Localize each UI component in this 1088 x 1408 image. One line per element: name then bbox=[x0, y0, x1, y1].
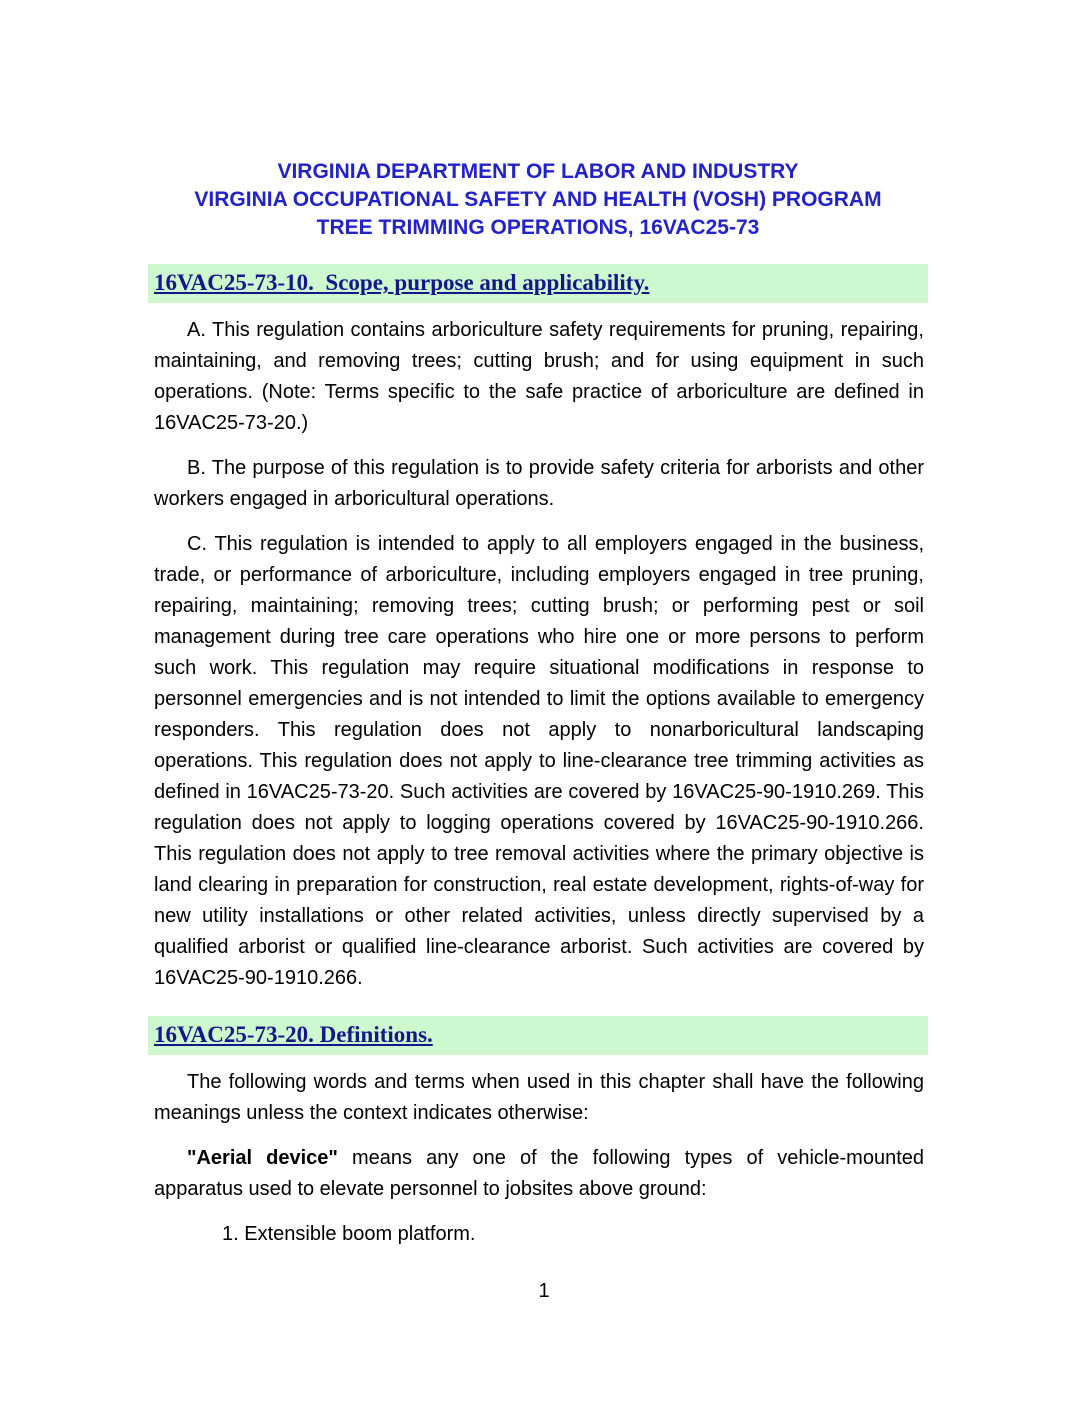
title-line-program: VIRGINIA OCCUPATIONAL SAFETY AND HEALTH (VOSH) PROGRAM bbox=[194, 188, 882, 211]
definitions-intro: The following words and terms when used in this chapter shall have the following meanings unless the context indicates otherwise: bbox=[154, 1071, 924, 1124]
section-heading-definitions-text: 16VAC25-73-20. Definitions. bbox=[154, 1022, 433, 1047]
definition-term: "Aerial device" bbox=[187, 1147, 338, 1169]
section-heading-definitions bbox=[148, 1016, 928, 1055]
page-number: 1 bbox=[538, 1280, 550, 1302]
document-title-block bbox=[148, 158, 928, 242]
definition-aerial-device bbox=[148, 1143, 928, 1205]
section-heading-scope-text: 16VAC25-73-10. Scope, purpose and applicability. bbox=[154, 270, 650, 295]
title-line-regulation: TREE TRIMMING OPERATIONS, 16VAC25-73 bbox=[316, 216, 760, 239]
document-content bbox=[148, 158, 928, 1250]
paragraph-scope-c: C. This regulation is intended to apply to all employers engaged in the business, trade, or performance of arboriculture, including employers engaged in tree pruning, repairing, maintaining; removing trees; cutting brush; or performing pest or soil management during tree care operations who hire one or more persons to perform such work. This regulation may require situational modifications in response to personnel emergencies and is not intended to limit the options available to emergency responders. This regulation does not apply to nonarboricultural landscaping operations. This regulation does not apply to line-clearance tree trimming activities as defined in 16VAC25-73-20. Such activities are covered by 16VAC25-90-1910.269. This regulation does not apply to logging operations covered by 16VAC25-90-1910.266. This regulation does not apply to tree removal activities where the primary objective is land clearing in preparation for construction, real estate development, rights-of-way for new utility installations or other related activities, unless directly supervised by a qualified arborist or qualified line-clearance arborist. Such activities are covered by 16VAC25-90-1910.266. bbox=[154, 533, 924, 989]
definition-text: means any one of the following types of vehicle-mounted apparatus used to elevate personnel to jobsites above ground: bbox=[154, 1147, 924, 1200]
section-heading-scope bbox=[148, 264, 928, 303]
title-line-department: VIRGINIA DEPARTMENT OF LABOR AND INDUSTRY bbox=[277, 160, 799, 183]
paragraph-scope-a: A. This regulation contains arboriculture safety requirements for pruning, repairing, maintaining, and removing trees; cutting brush; and for using equipment in such operations. (Note: Terms specific to the safe practice of arboriculture are defined in 16VAC25-73-20.) bbox=[154, 319, 924, 434]
paragraph-scope-b: B. The purpose of this regulation is to provide safety criteria for arborists and other workers engaged in arboricultural operations. bbox=[154, 457, 924, 510]
definition-list-item-extensible-boom: 1. Extensible boom platform. bbox=[222, 1223, 476, 1245]
